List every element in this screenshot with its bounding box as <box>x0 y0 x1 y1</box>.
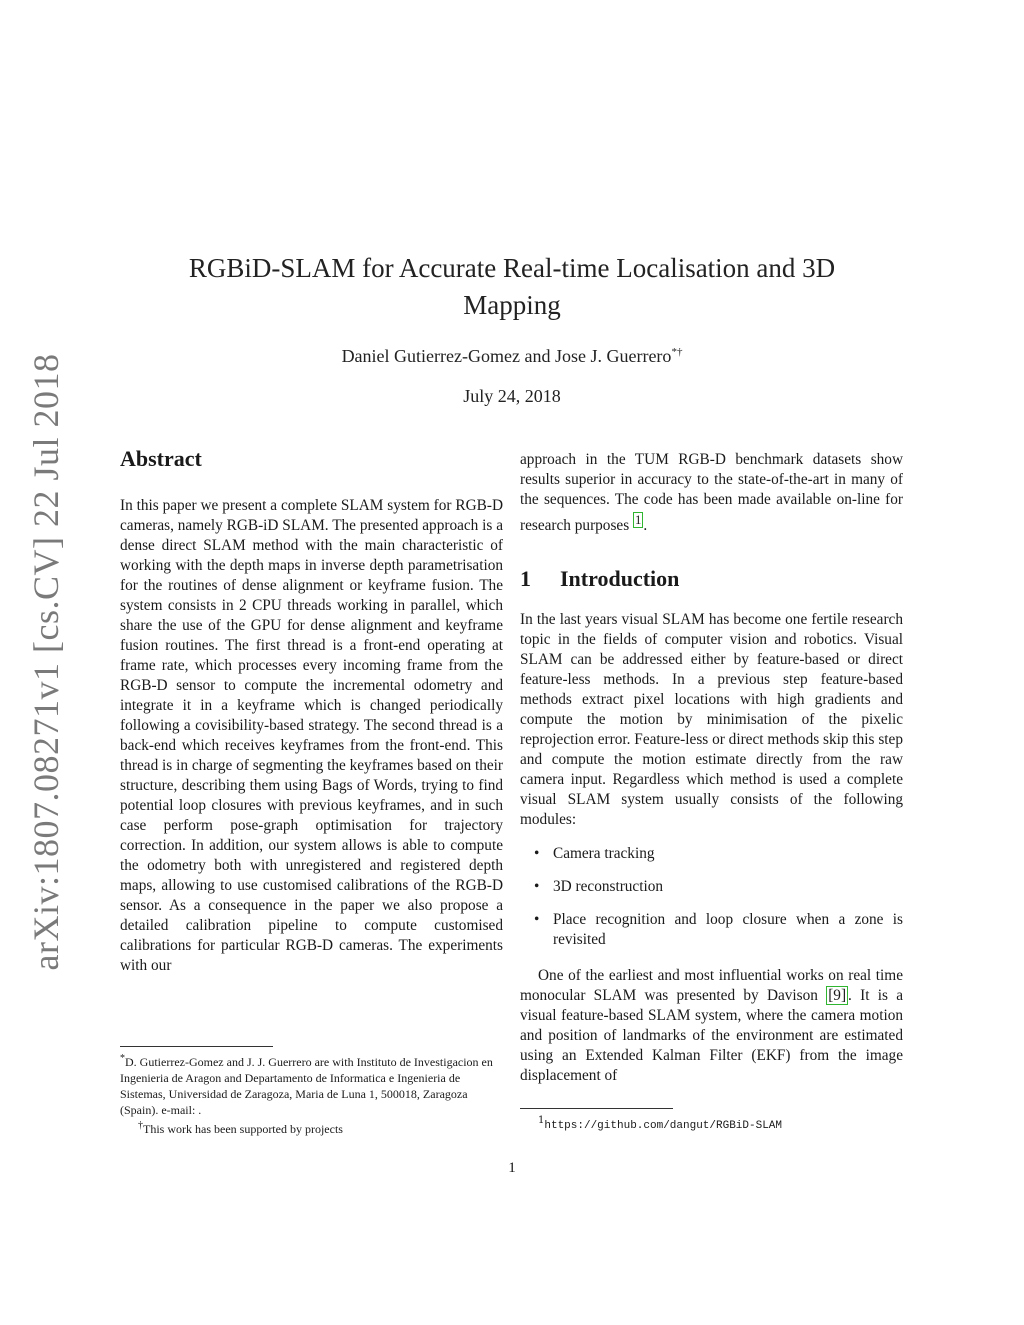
abstract-text: In this paper we present a complete SLAM system for RGB-D cameras, namely RGB-iD SLAM. The presented approach is a dense direct SLAM method with the main characteristic of working with the depth maps in inverse depth parametrisation for the routines of dense alignment or keyframe fusion. The system consists in 2 CPU threads working in parallel, which share the use of the GPU for dense alignment and keyframe fusion routines. The first thread is a front-end operating at frame rate, which processes every incoming frame from the RGB-D sensor to compute the incremental odometry and integrate it in a keyframe which is changed periodically following a covisibility-based strategy. The second thread is a back-end which receives keyframes from the front-end. This thread is in charge of segmenting the keyframes based on their structure, describing them using Bags of Words, trying to find potential loop closures with previous keyframes, and in such case perform pose-graph optimisation for trajectory correction. In addition, our system allows is able to compute the odometry both with unregistered and registered depth maps, allowing to use customised calibrations of the RGB-D sensor. As a consequence in the paper we also propose a detailed calibration pipeline to compute customised calibrations for particular RGB-D cameras. The experiments with our <box>120 497 503 974</box>
abstract-heading: Abstract <box>120 446 202 471</box>
paper-title <box>150 250 874 324</box>
left-footnotes <box>120 1046 503 1137</box>
list-item <box>520 910 903 950</box>
intro-paragraph-2-end: . It is a visual feature-based SLAM system, where the camera motion and position of landmarks of the environment are estimated using an Extended Kalman Filter (EKF) from the image displacement of <box>520 987 904 1085</box>
intro-paragraph-2-start: One of the earliest and most influential works on real time monocular SLAM was presented by Davison <box>520 967 903 1005</box>
footnote-affiliation-text: D. Gutierrez-Gomez and J. J. Guerrero are with Instituto de Investigacion en Ingenieria de Aragon and Departamento de Informatica e Ingenieria de Sistemas, Universidad de Zaragoza, Maria de Luna 1, 500018, Zaragoza (Spain). e-mail: . <box>120 1055 493 1117</box>
list-item-text: 3D reconstruction <box>553 878 664 896</box>
right-column <box>520 450 903 1086</box>
footnote-code-url <box>520 1113 903 1134</box>
list-item-text: Place recognition and loop closure when a zone is revisited <box>553 911 903 949</box>
footnote-rule <box>520 1108 673 1109</box>
arxiv-identifier: arXiv:1807.08271v1 [cs.CV] 22 Jul 2018 <box>26 353 66 971</box>
authors-footnote-mark: *† <box>671 346 683 358</box>
list-item <box>520 844 903 864</box>
section-title: Introduction <box>560 566 680 592</box>
footnote-mark: † <box>138 1120 143 1131</box>
citation-link-9[interactable]: [9] <box>828 987 847 1005</box>
footnote-funding-text: This work has been supported by projects <box>143 1122 343 1136</box>
footnote-funding <box>120 1118 503 1137</box>
footnote-rule <box>120 1046 273 1047</box>
bullet-icon: • <box>534 845 540 863</box>
list-item <box>520 877 903 897</box>
page-number: 1 <box>508 1160 516 1176</box>
section-heading-introduction <box>520 566 903 592</box>
modules-list <box>520 844 903 950</box>
abstract-continued <box>520 450 903 536</box>
footnote-mark: * <box>120 1053 125 1064</box>
authors-names: Daniel Gutierrez-Gomez and Jose J. Guerrero <box>341 346 672 366</box>
intro-paragraph-1: In the last years visual SLAM has become one fertile research topic in the fields of computer vision and robotics. Visual SLAM can be addressed either by feature-based or direct feature-less methods. In a previous step feature-based methods extract pixel locations with high gradients and compute the motion by minimisation of the pixelic reprojection error. Feature-less or direct methods skip this step and compute the motion estimate directly from the raw camera input. Regardless which method is used a complete visual SLAM system usually consists of the following modules: <box>520 611 903 829</box>
abstract-end-period: . <box>643 517 648 535</box>
footnote-link-1[interactable]: 1 <box>634 513 642 527</box>
section-number: 1 <box>520 566 531 592</box>
author-list <box>150 346 874 367</box>
bullet-icon: • <box>534 878 540 896</box>
right-footnotes <box>520 1108 903 1134</box>
footnote-mark: 1 <box>538 1115 545 1126</box>
footnote-affiliation <box>120 1051 503 1118</box>
abstract-continued-text: approach in the TUM RGB-D benchmark datasets show results superior in accuracy to the state-of-the-art in many of the sequences. The code has been made available on-line for research purposes <box>520 451 903 535</box>
list-item-text: Camera tracking <box>553 845 655 863</box>
bullet-icon: • <box>534 911 540 929</box>
intro-paragraph-2 <box>520 966 903 1086</box>
paper-date: July 24, 2018 <box>463 386 561 406</box>
left-column <box>120 446 503 976</box>
code-url-link[interactable]: https://github.com/dangut/RGBiD-SLAM <box>544 1120 783 1132</box>
title-line-2: Mapping <box>463 290 561 320</box>
title-line-1: RGBiD-SLAM for Accurate Real-time Localisation and 3D <box>188 253 836 283</box>
